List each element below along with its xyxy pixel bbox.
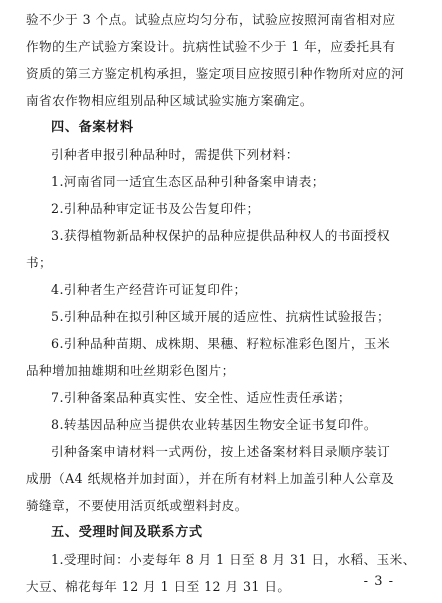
paragraph-line: 南省农作物相应组别品种区域试验实施方案确定。	[26, 93, 313, 108]
list-item: 7.引种备案品种真实性、安全性、适应性责任承诺；	[51, 390, 351, 405]
list-item: 4.引种者生产经营许可证复印件；	[51, 282, 247, 297]
paragraph-line: 引种备案申请材料一式两份，按上述备案材料目录顺序装订	[51, 444, 391, 459]
section-heading-acceptance-contact: 五、受理时间及联系方式	[51, 525, 203, 540]
list-item-continuation: 品种增加抽雄期和吐丝期彩色图片；	[26, 363, 235, 378]
list-item: 3.获得植物新品种权保护的品种应提供品种权人的书面授权	[51, 228, 391, 243]
list-item: 6.引种品种苗期、成株期、果穗、籽粒标准彩色图片，玉米	[51, 336, 391, 351]
list-item: 1.受理时间：小麦每年 8 月 1 日至 8 月 31 日，水稻、玉米、	[51, 552, 416, 567]
paragraph-line: 成册（A4 纸规格并加封面），并在所有材料上加盖引种人公章及	[26, 471, 395, 486]
list-item: 1.河南省同一适宜生态区品种引种备案申请表；	[51, 174, 325, 189]
page-number: - 3 -	[363, 574, 394, 589]
paragraph-line: 验不少于 3 个点。试验点应均匀分布，试验应按照河南省相对应	[26, 12, 396, 27]
list-item-continuation: 书；	[26, 255, 53, 270]
list-item: 2.引种品种审定证书及公告复印件；	[51, 201, 260, 216]
paragraph-line: 骑缝章，不要使用活页纸或塑料封皮。	[26, 498, 248, 513]
paragraph-line: 作物的生产试验方案设计。抗病性试验不少于 1 年，应委托具有	[26, 39, 396, 54]
list-item-continuation: 大豆、棉花每年 12 月 1 日至 12 月 31 日。	[26, 579, 291, 594]
paragraph-line: 资质的第三方鉴定机构承担，鉴定项目应按照引种作物所对应的河	[26, 66, 405, 81]
section-heading-filing-materials: 四、备案材料	[51, 120, 134, 135]
list-item: 5.引种品种在拟引种区域开展的适应性、抗病性试验报告；	[51, 309, 391, 324]
list-item: 8.转基因品种应当提供农业转基因生物安全证书复印件。	[51, 417, 377, 432]
paragraph-line: 引种者申报引种品种时，需提供下列材料：	[51, 147, 299, 162]
